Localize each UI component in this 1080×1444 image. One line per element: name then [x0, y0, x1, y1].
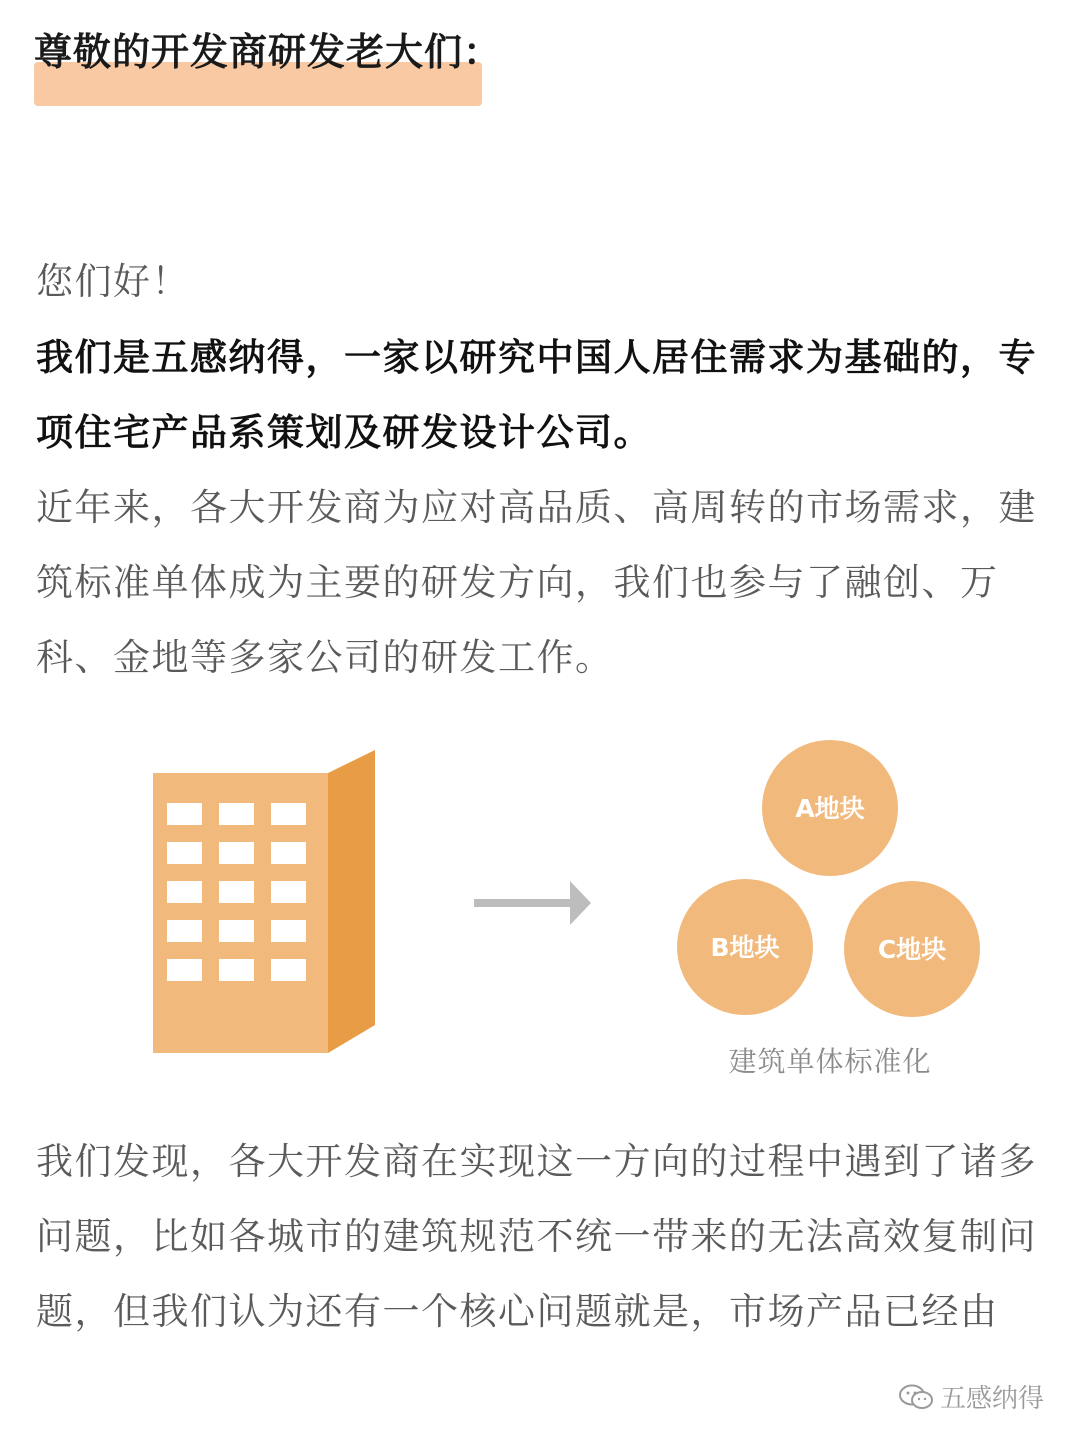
window	[219, 920, 254, 942]
watermark-text: 五感纳得	[939, 1384, 1044, 1414]
window	[219, 842, 254, 864]
plot-a-circle	[762, 740, 898, 876]
trend-paragraph: 近年来，各大开发商为应对高品质、高周转的市场需求，建筑标准单体成为主要的研发方向，我们也参与了融创、万科、金地等多家公司的研发工作。	[36, 486, 1037, 679]
article-heading: 尊敬的开发商研发老大们：	[34, 30, 503, 74]
watermark	[898, 1378, 1044, 1415]
plot-c-label: C地块	[877, 935, 947, 964]
wechat-icon	[898, 1383, 934, 1411]
window	[167, 842, 202, 864]
plot-a-label: A地块	[795, 794, 865, 823]
window	[219, 803, 254, 825]
window	[271, 959, 306, 981]
window	[167, 920, 202, 942]
window	[271, 920, 306, 942]
plot-b-circle	[677, 879, 813, 1015]
window	[271, 842, 306, 864]
arrow-right-icon	[474, 881, 591, 925]
intro-paragraph: 我们是五感纳得，一家以研究中国人居住需求为基础的，专项住宅产品系策划及研发设计公司。	[36, 336, 1037, 454]
greeting-paragraph: 您们好！	[36, 260, 190, 303]
window	[271, 881, 306, 903]
window	[167, 881, 202, 903]
plot-b-label: B地块	[710, 933, 780, 962]
illustration-caption: 建筑单体标准化	[728, 1045, 932, 1078]
window	[271, 803, 306, 825]
heading-block	[34, 26, 502, 78]
window	[219, 881, 254, 903]
plot-c-circle	[844, 881, 980, 1017]
window	[167, 803, 202, 825]
window	[167, 959, 202, 981]
standardization-illustration	[0, 735, 1080, 1085]
building-icon	[153, 750, 375, 1053]
building-side	[328, 750, 375, 1053]
window	[219, 959, 254, 981]
finding-paragraph: 我们发现，各大开发商在实现这一方向的过程中遇到了诸多问题，比如各城市的建筑规范不统一带来的无法高效复制问题，但我们认为还有一个核心问题就是，市场产品已经由	[36, 1140, 1037, 1333]
